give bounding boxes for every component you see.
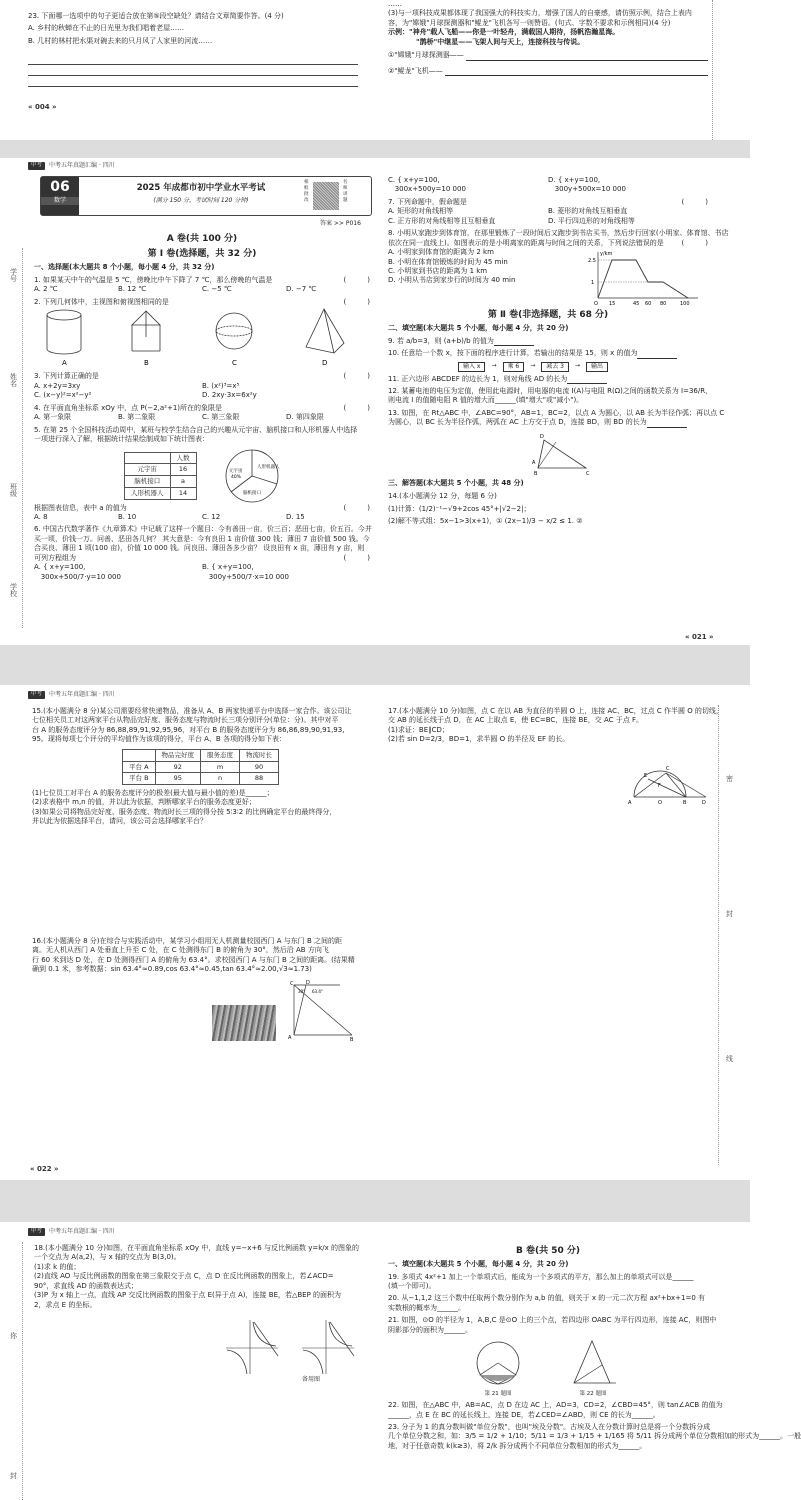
table-row (123, 761, 279, 773)
label-class: 班级 (9, 483, 18, 497)
seal-label: 封 (725, 910, 734, 917)
q10-text: 10. 任意给一个数 x，按下面的程序进行计算，若输出的结果是 15，则 x 的值为 (388, 349, 638, 358)
q22-text-cont: ______，点 E 在 BC 的延长线上，连接 DE，若∠CED=∠ABD，则 CE 的长为______。 (388, 1410, 660, 1419)
header-tag: 中考 (28, 162, 45, 169)
q7-options-row1 (388, 207, 708, 216)
solid-label-b: B (144, 359, 149, 368)
arrow-right-icon: → (530, 361, 536, 369)
exam-title-banner (40, 176, 372, 216)
q21-circle-diagram (468, 1339, 528, 1387)
answer-heading: 三、解答题(本大题共 5 个小题，共 48 分) (388, 479, 524, 488)
q17-sub-1: (1)求证：BE∥CD； (388, 725, 449, 734)
part-b-title: B 卷(共 50 分) (515, 1246, 580, 1256)
q12-text-cont: 则电流 I 的值随电阻 R 值的增大而______(填"增大"或"减小")。 (388, 396, 584, 405)
q16-text: 离。无人机从西门 A 处垂直上升至 C 处，在 C 处测得东门 B 的俯角为 30°，然后沿 AB 方向飞 (32, 946, 329, 955)
table-cell: 16 (170, 464, 196, 476)
q11-text: 11. 正六边形 ABCDEF 的边长为 1，则对角线 AD 的长为 (388, 374, 568, 383)
q4-option-b: B. 第二象限 (118, 413, 156, 422)
q5-option-a: A. 8 (34, 512, 48, 521)
page-023-fragment (0, 1222, 801, 1500)
point-label: A (288, 1034, 292, 1041)
table-cell: 平台 B (123, 773, 156, 785)
q18-backup-graph (300, 1318, 356, 1376)
eq: x+y=100, (49, 563, 86, 572)
q16-figure (212, 981, 372, 1041)
table-header: 物品完好度 (155, 749, 201, 761)
q13-text-cont (388, 418, 708, 427)
q18-text: 18.(本小题满分 10 分)如图，在平面直角坐标系 xOy 中，直线 y=−x+6 与反比例函数 y=k/x 的图象的 (34, 1244, 359, 1252)
answer-line (28, 65, 358, 76)
q18-sub-3: 90°，求直线 AD 的函数表达式； (34, 1281, 139, 1290)
q15-text: 七位相关员工对这两家平台从物品完好度、服务态度与物流时长三项分别评分(单位：分)。其中对平 (32, 716, 339, 725)
q6-options-cd (388, 176, 708, 195)
q6-text: 合买良、薄田 1 顷(100 亩)，价值 10 000 钱。问良田、薄田各多少亩？ 设良田有 x 亩，薄田有 y 亩，则 (34, 544, 365, 553)
page-header (28, 162, 115, 170)
q1: 1. 如果某天中午的气温是 5 ℃，傍晚比中午下降了 7 ℃，那么傍晚的气温是 ( ) (34, 275, 370, 284)
q14-part-2: (2)解不等式组：5x−1>3(x+1)，① (2x−1)/3 − x/2 ≤ 1. ② (388, 516, 583, 525)
q3-options-row1 (34, 382, 370, 391)
table-header (125, 452, 171, 464)
point-label: F (658, 782, 661, 789)
graph-x-tick: 80 (660, 301, 667, 308)
q3-text: (3)与一项科技成果都体现了我国强大的科技实力，增强了国人的自豪感，请仿照示例，结合上表内 (388, 9, 692, 18)
margin-line (712, 0, 713, 140)
point-label: B (350, 1036, 354, 1043)
table-cell: 人形机器人 (125, 487, 171, 499)
q17-text: 17.(本小题满分 10 分)如图，点 C 在以 AB 为直径的半圆 O 上，连接 AC、BC，过点 C 作半圆 O 的切线， (388, 707, 723, 715)
q12-text: 12. 某蓄电池的电压为定值，使用此电源时，用电器的电流 I(A)与电阻 R(Ω)之间的函数关系为 I=36/R， (388, 387, 713, 396)
seal-label: 线 (725, 1055, 734, 1062)
flow-box: 减去 3 (541, 362, 569, 372)
left-column (34, 1244, 372, 1384)
angle-label: 63.4° (312, 988, 323, 994)
table-header: 服务态度 (201, 749, 240, 761)
q18-function-graph (224, 1318, 280, 1376)
q13-text-cont-inner: 为圆心，以 BC 长为半径作弧，两弧在 AC 上方交于点 D，连接 BD，则 BD 的长为 (388, 418, 647, 427)
svg-text:C: C (586, 470, 590, 477)
right-column (388, 0, 708, 76)
example-line: "鹊桥"中继星——飞架人间与天上，连接科技与传说。 (416, 37, 585, 46)
q18-sub-2: (2)直线 AO 与反比例函数的图象在第三象限交于点 C，点 D 在反比例函数的图象上，若∠ACD= (34, 1272, 334, 1281)
q15-sub-2: (2)求表格中 m,n 的值，并以此为依据，判断哪家平台的服务态度更好； (32, 798, 256, 807)
q16-text: 确到 0.1 米，参考数据：sin 63.4°≈0.89,cos 63.4°≈0.45,tan 63.4°≈2.00,√3≈1.73) (32, 965, 312, 974)
q19-text-cont: (填一个即可)。 (388, 1282, 436, 1291)
q23-option-a: A. 乡村的秋蝉在不止的日光里为我们唱着老屋…… (28, 24, 185, 33)
seal-label: 封 (9, 1472, 18, 1479)
answer-reference: 答案 >> P016 (320, 220, 361, 227)
binding-line (22, 248, 23, 628)
angle-label: 30° (298, 988, 306, 994)
seal-label: 你 (9, 1332, 18, 1339)
point-label: A (628, 799, 632, 806)
q14-parts (388, 505, 708, 514)
q3: 3. 下列计算正确的是 ( ) (34, 372, 370, 381)
header-text: 中考五年真题汇编 · 四川 (49, 1228, 115, 1235)
q3-text-cont: 容，为"嫦娥"月球探测器和"鲲龙"飞机各写一则赞语。(句式、字数不要求和示例相同)(4 分) (388, 18, 671, 27)
table-cell: 92 (155, 761, 201, 773)
arrow-right-icon: → (491, 361, 497, 369)
table-cell: 14 (170, 487, 196, 499)
q14-part-1: (1)计算：(1/2)⁻¹−√9+2cos 45°+|√2−2|； (388, 505, 531, 514)
q8-text-cont-inner: 依次在同一直线上)。如图表示的是小明离家的距离与时间之间的关系，下列说法错误的是 (388, 238, 664, 247)
point-label: D (306, 979, 310, 986)
page-header (28, 1228, 115, 1236)
q2-solids-figure (34, 307, 370, 369)
graph-x-tick: 60 (645, 301, 652, 308)
figure-caption: 第 21 题图 (484, 1390, 512, 1397)
q8-distance-time-graph (588, 248, 703, 306)
q18-sub-4: (3)P 为 x 轴上一点，直线 AP 交反比例函数的图象于点 E(异于点 A)，连接 BE，若△BEP 的面积为 (34, 1291, 342, 1300)
left-column (28, 12, 358, 87)
section-2-title: 第 Ⅱ 卷(非选择题，共 68 分) (487, 310, 609, 321)
svg-text:B: B (534, 470, 538, 477)
page-number: « 004 » (28, 103, 57, 111)
figure-caption: 备用图 (302, 1376, 321, 1384)
q6-option-d: D. { x+y=100, 300y+500x=10 000 (548, 176, 626, 194)
eq: x+y=100, (564, 176, 601, 184)
q15-text: 15.(本小题满分 8 分)某公司需要经常快递物品，准备从 A、B 两家快递平台中选择一家合作。该公司让 (32, 707, 352, 715)
page-gap (0, 645, 750, 685)
graph-x-tick: 15 (609, 301, 616, 308)
q1-option-c: C. −5 ℃ (202, 285, 232, 294)
q8-option-a: A. 小明家到体育馆的距离为 2 km (388, 248, 494, 257)
label-name: 姓名 (9, 373, 18, 387)
table-cell: m (201, 761, 240, 773)
label-school: 学校 (9, 583, 18, 597)
q17-text: 交 AB 的延长线于点 D，在 AC 上取点 E，使 EC=BC，连接 BE，交 AC 于点 F。 (388, 716, 643, 725)
q9-text: 9. 若 a/b=3，则 (a+b)/b 的值为 (388, 336, 494, 345)
q6-options-ab (34, 563, 370, 582)
graph-x-tick: 45 (633, 301, 640, 308)
sphere-shape (216, 313, 252, 349)
table-header: 物流时长 (240, 749, 279, 761)
header-text: 中考五年真题汇编 · 四川 (49, 162, 115, 169)
q15-sub-1: (1)七位员工对平台 A 的服务态度评分的极差(最大值与最小值的差)是______； (32, 789, 274, 798)
table-row (125, 487, 197, 499)
q20-text: 20. 从−1,1,2 这三个数中任取两个数分别作为 a,b 的值，则关于 x 的一元二次方程 ax²+bx+1=0 有 (388, 1294, 706, 1303)
q5-question: 根据图表信息，表中 a 的值为 ( ) (34, 503, 370, 512)
q6-question-text: 可列方程组为 (34, 553, 76, 562)
solid-label-a: A (62, 359, 67, 368)
exam-subtitle: (满分 150 分，考试时间 120 分钟) (153, 197, 249, 204)
section-1-title: 第 Ⅰ 卷(选择题，共 32 分) (147, 249, 257, 260)
q11 (388, 375, 708, 384)
q18-text: 一个交点为 A(a,2)，与 x 轴的交点为 B(3,0)。 (34, 1253, 181, 1262)
arrow-right-icon: → (575, 361, 581, 369)
q15-sub-3: (3)如果公司将物品完好度、服务态度、物流时长三项的得分按 5∶3∶2 的比例确定平台的最终得分， (32, 807, 337, 816)
binding-line (718, 705, 719, 1165)
svg-text:D: D (540, 433, 544, 440)
right-column (388, 176, 729, 526)
page-header (28, 691, 115, 699)
q21-figure (468, 1339, 528, 1398)
q6-text: 买一顷，价钱一万。问善、恶田各几何？ 其大意是：今有良田 1 亩价值 300 钱；薄田 7 亩价值 500 钱。今 (34, 534, 370, 543)
q23-text-cont: 几个单位分数之和，如：3/5 = 1/2 + 1/10；5/11 = 1/3 + 1/15 + 1/165 将 5/11 拆分成两个单位分数相加的形式为______。一般 (388, 1432, 801, 1441)
page-number: « 022 » (30, 1165, 59, 1173)
campus-photo (212, 1005, 276, 1041)
q6-option-c: C. { x+y=100, 300x+500y=10 000 (388, 176, 466, 194)
q23-text-cont: 地，对于任意奇数 k(k≥3)，将 2/k 拆分成两个不同单位分数相加的形式为______。 (388, 1441, 647, 1450)
table-row (125, 476, 197, 488)
table-header (123, 749, 156, 761)
exam-title: 2025 年成都市初中学业水平考试 (136, 183, 266, 193)
q10 (388, 349, 708, 358)
answer-1 (388, 51, 708, 60)
table-cell: 90 (240, 761, 279, 773)
q16-text: 16.(本小题满分 8 分)在综合与实践活动中，某学习小组用无人机测量校园西门 A 与东门 B 之间的距 (32, 936, 342, 945)
q13-text: 13. 如图，在 Rt△ABC 中，∠ABC=90°，AB=1，BC=2，以点 A 为圆心，以 AB 长为半径作弧；再以点 C (388, 408, 725, 417)
q10-flowchart (458, 362, 708, 372)
header-tag: 中考 (28, 1228, 45, 1235)
q8-text-cont: 依次在同一直线上)。如图表示的是小明离家的距离与时间之间的关系，下列说法错误的是 ( ) (388, 238, 708, 247)
q19-text: 19. 多项式 4x²+1 加上一个单项式后，能成为一个多项式的平方，那么加上的单项式可以是______ (388, 1272, 694, 1281)
eq: x+y=100, (217, 563, 254, 572)
page-gap (0, 1180, 750, 1222)
q4-text: 4. 在平面直角坐标系 xOy 中，点 P(−2,a²+1)所在的象限是 (34, 403, 223, 412)
q4-option-a: A. 第一象限 (34, 413, 72, 422)
fill-heading: 二、填空题(本大题共 5 个小题，每小题 4 分，共 20 分) (388, 324, 569, 333)
table-cell: 95 (155, 773, 201, 785)
binding-line (22, 1242, 23, 1500)
q17-semicircle-figure (628, 757, 708, 807)
answer-1-label: ①"嫦娥"月球探测器—— (388, 51, 464, 60)
q4-options (34, 413, 370, 422)
pie-label: 40% (230, 474, 241, 480)
q5-question-text: 根据图表信息，表中 a 的值为 (34, 503, 127, 512)
q5-option-b: B. 10 (118, 512, 137, 521)
q7-options-row2 (388, 217, 708, 226)
point-label: E (644, 772, 648, 779)
q4-option-d: D. 第四象限 (286, 413, 324, 422)
answer-2-label: ②"鲲龙"飞机—— (388, 66, 443, 75)
point-label: C (666, 765, 670, 772)
paper-number: 06 (50, 179, 70, 195)
header-tag: 中考 (28, 691, 45, 698)
solid-label-d: D (322, 359, 328, 368)
q8-option-c: C. 小明家到书店的距离为 1 km (388, 266, 488, 275)
q4: 4. 在平面直角坐标系 xOy 中，点 P(−2,a²+1)所在的象限是 ( ) (34, 403, 370, 412)
q3-options-row2 (34, 391, 370, 400)
q13-triangle-figure (528, 428, 598, 476)
q2-text: 2. 下列几何体中，主视图和俯视图相同的是 (34, 297, 169, 306)
qr-code-icon (313, 182, 339, 210)
stamp-label-left: 相 框 批 改 (304, 180, 309, 203)
answer-line (28, 54, 358, 65)
graph-y-label: y/km (600, 251, 613, 258)
q2: 2. 下列几何体中，主视图和俯视图相同的是 ( ) (34, 297, 370, 306)
example-line: 示例："神舟"载人飞船——你是一叶轻舟，满载国人期待，扬帆浩瀚星海。 (388, 28, 620, 37)
label-student-id: 学号 (9, 268, 18, 282)
q22-figure (568, 1339, 618, 1398)
page-022 (0, 685, 750, 1180)
q1-option-d: D. −7 ℃ (286, 285, 317, 294)
figure-caption: 第 22 题图 (579, 1390, 607, 1397)
answer-line (28, 76, 358, 87)
q5-pie-chart (217, 448, 287, 504)
q7-text: 7. 下列命题中，假命题是 (388, 197, 467, 206)
q22-triangle-diagram (568, 1339, 618, 1387)
q15-text: 95。现将每项七个评分的平均值作为该项的得分，平台 A、B 各项的得分如下表： (32, 735, 286, 744)
cylinder-shape (47, 310, 81, 354)
q18-figures (224, 1318, 372, 1376)
q6-text: 6. 中国古代数学著作《九章算术》中记载了这样一个题目：今有善田一亩，价三百；恶田七亩，价五百。今并 (34, 525, 372, 534)
q1-option-b: B. 12 ℃ (118, 285, 147, 294)
q3-option-a: A. x+2y=3xy (34, 381, 81, 390)
table-header: 人数 (170, 452, 196, 464)
table-row (123, 773, 279, 785)
fill-heading: 一、填空题(本大题共 5 个小题，每小题 4 分，共 20 分) (388, 1260, 569, 1269)
q15-sub-4: 并以此为依据选择平台，请问，该公司会选择哪家平台？ (32, 817, 207, 826)
q17-sub-2: (2)若 sin D=2/3，BD=1，求半圆 O 的半径及 EF 的长。 (388, 735, 570, 744)
paper-badge (41, 177, 79, 215)
q16-drone-diagram (284, 981, 356, 1041)
q8-body (388, 248, 708, 306)
q5-text-cont: 一项进行深入了解，根据统计结果绘制成如下统计图表： (34, 435, 209, 444)
solid-label-c: C (232, 359, 237, 368)
table-cell: 平台 A (123, 761, 156, 773)
q18-sub-5: 2，求点 E 的坐标。 (34, 1300, 97, 1309)
q23-text: 23. 分子为 1 的真分数叫做"单位分数"，也叫"埃及分数"。古埃及人在分数计算时总是将一个分数拆分成 (388, 1422, 711, 1431)
q23-text: 23. 下面哪一选项中的句子更适合放在第⑤段空缺处？请结合文章简要作答。(4 分) (28, 12, 284, 20)
left-column (32, 707, 372, 1041)
table-row (125, 464, 197, 476)
q7-option-d: D. 平行四边形的对角线相等 (548, 216, 635, 225)
q18-sub-1: (1)求 k 的值； (34, 1262, 81, 1271)
flow-box: 乘 6 (503, 362, 525, 372)
right-column (388, 707, 723, 810)
table-cell: 脑机接口 (125, 476, 171, 488)
eq: 300x+500y=10 000 (394, 185, 466, 194)
graph-y-tick: 2.5 (588, 258, 596, 265)
q7-option-a: A. 矩形的对角线相等 (388, 207, 454, 216)
flow-box: 输出 (586, 362, 608, 372)
q7: 7. 下列命题中，假命题是 ( ) (388, 197, 708, 206)
q5-option-c: C. 12 (202, 512, 221, 521)
header-text: 中考五年真题汇编 · 四川 (49, 691, 115, 698)
q3-option-b: B. (x²)³=x⁵ (202, 381, 240, 390)
q5-table (124, 452, 197, 500)
q21-text: 21. 如图，⊙O 的半径为 1，A,B,C 是⊙O 上的三个点，若四边形 OABC 为平行四边形，连接 AC，则图中 (388, 1316, 717, 1325)
q21-q22-figures (468, 1339, 708, 1398)
pie-label: 元宇宙 (228, 468, 242, 474)
left-column (34, 230, 370, 582)
pie-label: 脑机接口 (242, 490, 261, 496)
q20-text-cont: 实数根的概率为______。 (388, 1303, 465, 1312)
q5-figure (124, 448, 370, 504)
q7-option-b: B. 菱形的对角线互相垂直 (548, 207, 628, 216)
page-004-fragment (0, 0, 750, 140)
graph-x-tick: O (594, 301, 598, 308)
eq: 300y+500/7·x=10 000 (208, 572, 289, 581)
mc-heading: 一、选择题(本大题共 8 个小题，每小题 4 分，共 32 分) (34, 263, 215, 272)
page-gap (0, 140, 750, 158)
table-cell: 元宇宙 (125, 464, 171, 476)
q6-option-a: A. { x+y=100, 300x+500/7·y=10 000 (34, 563, 121, 581)
q3-text: 3. 下列计算正确的是 (34, 372, 99, 381)
q1-text: 1. 如果某天中午的气温是 5 ℃，傍晚比中午下降了 7 ℃，那么傍晚的气温是 (34, 275, 273, 284)
paper-subject: 数学 (41, 197, 79, 205)
eq: 300y+500x=10 000 (554, 185, 626, 194)
point-label: O (658, 799, 662, 806)
q1-option-a: A. 2 ℃ (34, 285, 58, 294)
q16-text: 行 60 米到达 D 处，在 D 处测得西门 A 的俯角为 63.4°。求校园西门 A 与东门 B 之间的距离。(结果精 (32, 955, 355, 964)
q3-option-d: D. 2xy·3x=6x²y (202, 391, 257, 400)
q15-text: 台 A 的服务态度评分为 86,88,89,91,92,95,96，对平台 B 的服务态度评分为 86,86,89,90,91,93, (32, 725, 345, 734)
graph-x-tick: 100 (680, 301, 690, 308)
eq: 300x+500/7·y=10 000 (40, 572, 121, 581)
q8-text: 8. 小明从家跑步到体育馆，在那里锻炼了一段时间后又跑步到书店买书，然后步行回家(小明家、体育馆、书店 (388, 229, 729, 238)
text-line: …… (388, 0, 402, 8)
q9 (388, 337, 708, 346)
q4-option-c: C. 第三象限 (202, 413, 240, 422)
q21-text-cont: 阴影部分的面积为______。 (388, 1325, 472, 1334)
q6-question: 可列方程组为 ( ) (34, 553, 370, 562)
table-cell: n (201, 773, 240, 785)
page-021 (0, 158, 750, 645)
q8-option-d: D. 小明从书店到家步行的时间为 40 min (388, 276, 516, 285)
q14-heading: 14.(本小题满分 12 分，每题 6 分) (388, 491, 497, 500)
point-label: D (702, 799, 706, 806)
q3-option-c: C. (x−y)²=x²−y² (34, 391, 92, 400)
q7-option-c: C. 正方形的对角线相等且互相垂直 (388, 216, 496, 225)
stamp-label-right: 名 师 讲 题 (343, 180, 348, 203)
flow-box: 输入 x (458, 362, 485, 372)
point-label: C (290, 980, 294, 987)
svg-text:A: A (532, 459, 536, 466)
q5-text: 5. 在第 25 个全国科技活动周中，某班与校学生结合自己的兴趣从元宇宙、脑机接口和人形机器人中选择 (34, 425, 358, 434)
q8-options (388, 248, 588, 306)
pyramid-shape (306, 309, 344, 353)
pie-label: 人形机器人 (256, 464, 279, 470)
table-cell: a (170, 476, 196, 488)
eq: x+y=100, (404, 176, 440, 184)
q8-option-b: B. 小明在体育馆锻炼的时间为 45 min (388, 257, 508, 266)
q5-options (34, 513, 370, 522)
q22-text: 22. 如图，在△ABC 中，AB=AC，点 D 在边 AC 上，AD=3，CD=2，∠CBD=45°，则 tan∠ACB 的值为 (388, 1401, 723, 1410)
table-cell: 88 (240, 773, 279, 785)
right-column (388, 1242, 801, 1451)
q5-option-d: D. 15 (286, 512, 305, 521)
q1-options (34, 285, 370, 294)
point-label: B (683, 799, 687, 806)
part-a-title: A 卷(共 100 分) (166, 234, 238, 244)
graph-y-tick: 1 (591, 280, 595, 287)
seal-label: 密 (725, 775, 734, 782)
answer-2 (388, 67, 708, 76)
q23-option-b: B. 几村的林村把水渠对碗去来的只月风了人家里的河流…… (28, 36, 213, 45)
page-number: « 021 » (685, 633, 714, 641)
prism-shape (132, 311, 160, 351)
q15-table (122, 749, 279, 785)
q6-option-b: B. { x+y=100, 300y+500/7·x=10 000 (202, 563, 289, 581)
